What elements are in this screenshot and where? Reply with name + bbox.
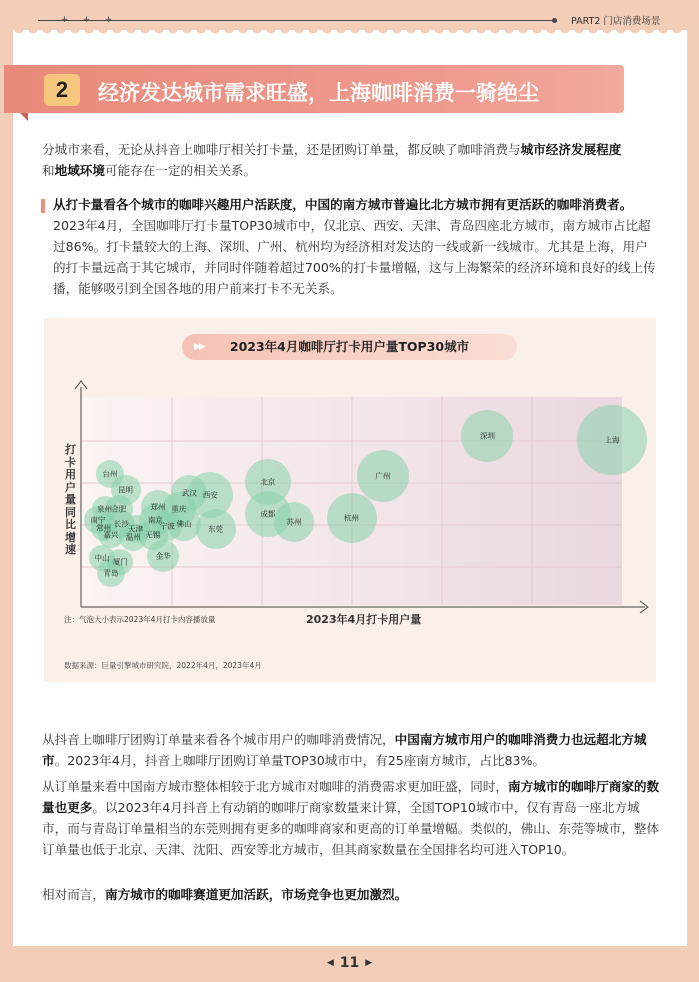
- bubble-label: 重庆: [171, 504, 187, 513]
- bubble-label: 厦门: [112, 557, 128, 567]
- page-number-value: 11: [339, 955, 360, 971]
- bubble-label: 泉州: [97, 504, 113, 513]
- bubble-label: 深圳: [479, 431, 495, 441]
- caret-left-icon[interactable]: ◀: [326, 958, 334, 968]
- bubble-label: 宁波: [159, 521, 175, 531]
- intro-paragraph: 分城市来看，无论从抖音上咖啡厅相关打卡量，还是团购订单量，都反映了咖啡消费与城市经济发展程度 和地域环境可能存在一定的相关关系。: [42, 142, 622, 178]
- caret-right-icon[interactable]: ▶: [365, 958, 373, 968]
- bubble-label: 常州: [96, 523, 112, 532]
- bubble-label: 北京: [260, 477, 276, 487]
- bubble-label: 成都: [260, 509, 276, 519]
- double-chevron-icon: ▶▶: [194, 342, 204, 352]
- y-axis-label: 打卡用户量同比增速: [65, 443, 76, 556]
- section-title: 经济发达城市需求旺盛，上海咖啡消费一骑绝尘: [98, 81, 539, 105]
- bubble-label: 长沙: [113, 519, 129, 529]
- bubble-label: 台州: [102, 469, 118, 479]
- header-plus-icon: +: [104, 15, 113, 25]
- bubble-label: 合肥: [111, 504, 127, 513]
- section-number: 2: [44, 74, 80, 106]
- paragraph-4: 相对而言，南方城市的咖啡赛道更加活跃，市场竞争也更加激烈。: [42, 887, 408, 902]
- bubble-label: 佛山: [176, 519, 192, 529]
- bubble-label: 温州: [125, 532, 141, 542]
- bubble-label: 上海: [604, 435, 620, 445]
- bubble-label: 南宁: [90, 515, 106, 525]
- paragraph-2: 从抖音上咖啡厅团购订单量来看各个城市用户的咖啡消费情况，中国南方城市用户的咖啡消费力也远超北方城市。2023年4月，抖音上咖啡厅团购订单量TOP30城市中，有25座南方城市，占比83%。: [42, 732, 647, 768]
- bubble-label: 南京: [147, 515, 163, 525]
- bubble-label: 西安: [202, 490, 218, 500]
- bubble-label: 金华: [155, 551, 171, 561]
- point1-heading: 从打卡量看各个城市的咖啡兴趣用户活跃度，中国的南方城市普遍比北方城市拥有更活跃的咖啡消费者。: [53, 197, 633, 212]
- bubble-label: 郑州: [150, 502, 166, 512]
- x-axis-label: 2023年4月打卡用户量: [306, 613, 422, 626]
- paragraph-3: 从订单量来看中国南方城市整体相较于北方城市对咖啡的消费需求更加旺盛，同时，南方城市的咖啡厅商家的数量也更多。以2023年4月抖音上有动销的咖啡厅商家数量来计算，全国TOP10城市中，仅有青岛一座北方城市，而与青岛订单量相当的东莞则拥有更多的咖啡商家和更高的订单量增幅。类似的，佛山、东莞等城市，整体订单量也低于北京、天津、沈阳、西安等北方城市，但其商家数量在全国排名均可进入TOP10。: [42, 779, 660, 857]
- chart-note: 注：气泡大小表示2023年4月打卡内容播放量: [64, 615, 216, 624]
- point1-paragraph: 从打卡量看各个城市的咖啡兴趣用户活跃度，中国的南方城市普遍比北方城市拥有更活跃的咖啡消费者。2023年4月，全国咖啡厅打卡量TOP30城市中，仅北京、西安、天津、青岛四座北方城市，南方城市占比超过86%。打卡量较大的上海、深圳、广州、杭州均为经济相对发达的一线或新一线城市。尤其是上海，用户的打卡量远高于其它城市，并同时伴随着超过700%的打卡量增幅，这与上海繁荣的经济环境和良好的线上传播，能够吸引到全国各地的用户前来打卡不无关系。: [53, 197, 656, 296]
- bubble-label: 武汉: [181, 488, 197, 498]
- chart-title: 2023年4月咖啡厅打卡用户量TOP30城市: [229, 339, 470, 354]
- bubble-label: 天津: [128, 524, 143, 534]
- bubble-label: 嘉兴: [103, 530, 119, 540]
- bubble-label: 苏州: [286, 517, 302, 527]
- header-plus-icon: +: [82, 15, 91, 25]
- bubble-label: 杭州: [344, 513, 359, 523]
- header-plus-icon: +: [60, 15, 69, 25]
- bubble-label: 东莞: [208, 524, 224, 534]
- bubble-label: 广州: [375, 471, 391, 481]
- bubble-label: 昆明: [118, 485, 134, 494]
- page-number: [0, 955, 699, 971]
- part-label: PART2 门店消费场景: [571, 16, 661, 27]
- bubble-label: 青岛: [103, 568, 119, 578]
- bubble-label: 无锡: [145, 530, 161, 540]
- bubble-label: 中山: [94, 553, 110, 563]
- chart-source: 数据来源：巨量引擎城市研究院，2022年4月，2023年4月: [64, 661, 262, 670]
